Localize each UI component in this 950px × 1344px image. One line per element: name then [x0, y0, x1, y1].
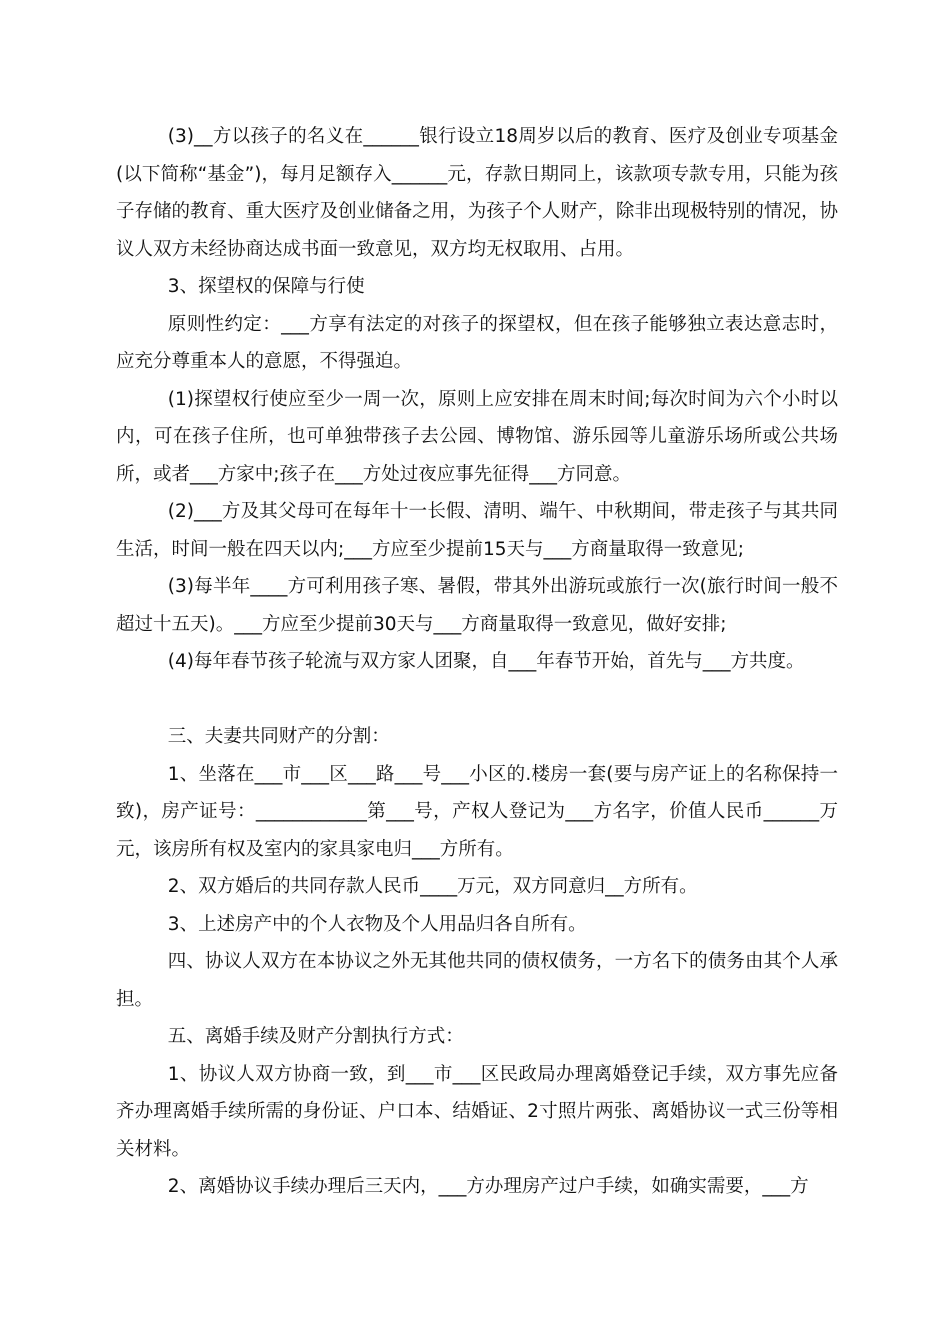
heading-divorce-procedure: 五、离婚手续及财产分割执行方式： — [167, 1026, 464, 1047]
paragraph-visitation-principle: 原则性约定：___方享有法定的对孩子的探望权，但在孩子能够独立表达意志时，应充分尊重本人的意愿，不得强迫。 — [116, 313, 838, 372]
paragraph-visitation-item-2: (2)___方及其父母可在每年十一长假、清明、端午、中秋期间，带走孩子与其共同生活，时间一般在四天以内;___方应至少提前15天与___方商量取得一致意见; — [116, 501, 838, 560]
paragraph-procedure-item-2: 2、离婚协议手续办理后三天内，___方办理房产过户手续，如确实需要，___方 — [167, 1176, 809, 1197]
paragraph-property-savings: 2、双方婚后的共同存款人民币____万元，双方同意归__方所有。 — [167, 876, 698, 897]
paragraph-visitation-item-1: (1)探望权行使应至少一周一次，原则上应安排在周末时间;每次时间为六个小时以内，可在孩子住所，也可单独带孩子去公园、博物馆、游乐园等儿童游乐场所或公共场所，或者___方家中;孩子在___方处过夜应事先征得___方同意。 — [116, 388, 838, 485]
paragraph-fund-clause: (3)__方以孩子的名义在______银行设立18周岁以后的教育、医疗及创业专项基金(以下简称“基金”)，每月足额存入______元，存款日期同上，该款项专款专用，只能为孩子存储的教育、重大医疗及创业储备之用，为孩子个人财产，除非出现极特别的情况，协议人双方未经协商达成书面一致意见，双方均无权取用、占用。 — [116, 126, 838, 260]
paragraph-visitation-item-4: (4)每年春节孩子轮流与双方家人团聚，自___年春节开始，首先与___方共度。 — [167, 651, 805, 672]
paragraph-property-house: 1、坐落在___市___区___路___号___小区的.楼房一套(要与房产证上的名称保持一致)，房产证号：____________第___号，产权人登记为___方名字，价值人民币______万元，该房所有权及室内的家具家电归___方所有。 — [116, 763, 838, 860]
blank-line — [116, 681, 838, 719]
heading-property-division: 三、夫妻共同财产的分割： — [167, 726, 390, 747]
paragraph-visitation-item-3: (3)每半年____方可利用孩子寒、暑假，带其外出游玩或旅行一次(旅行时间一般不超过十五天)。___方应至少提前30天与___方商量取得一致意见，做好安排; — [116, 576, 838, 635]
heading-visitation-rights: 3、探望权的保障与行使 — [167, 276, 365, 297]
paragraph-property-personal-items: 3、上述房产中的个人衣物及个人用品归各自所有。 — [167, 913, 587, 935]
paragraph-procedure-item-1: 1、协议人双方协商一致，到___市___区民政局办理离婚登记手续，双方事先应备齐办理离婚手续所需的身份证、户口本、结婚证、2寸照片两张、离婚协议一式三份等相关材料。 — [116, 1063, 838, 1160]
heading-debts: 四、协议人双方在本协议之外无其他共同的债权债务，一方名下的债务由其个人承担。 — [116, 951, 838, 1010]
document-body — [116, 118, 838, 1206]
